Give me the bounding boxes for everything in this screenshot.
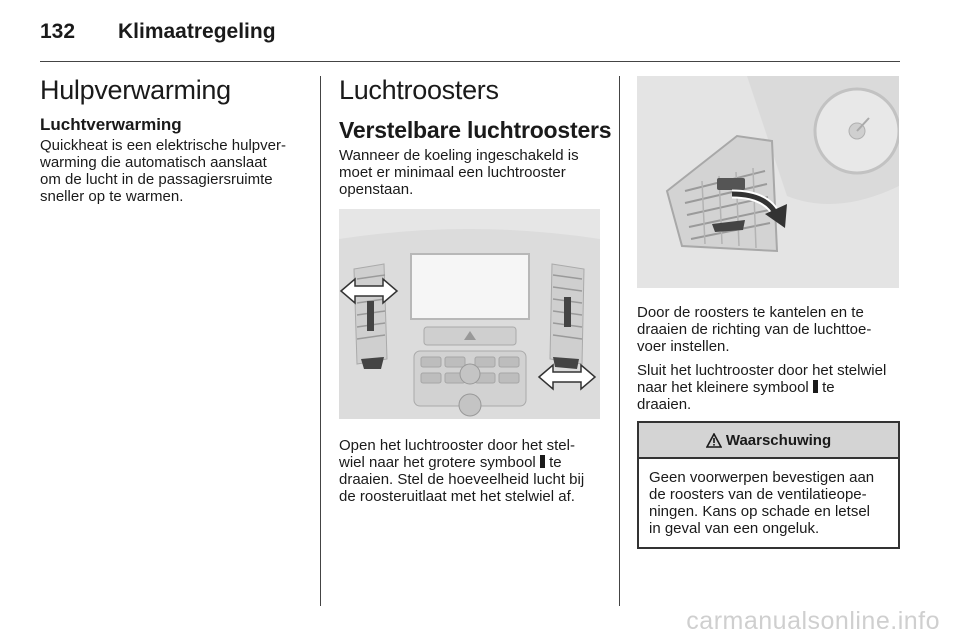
dashboard-vents-illustration xyxy=(339,209,600,419)
warning-title: Waarschuwing xyxy=(725,431,832,449)
warning-box xyxy=(637,421,900,549)
warning-header xyxy=(639,423,898,459)
paragraph-quickheat: Quickheat is een elektrische hulpver- warming die automatisch aanslaat om de lucht in de passagiersruimte sneller op te warmen. xyxy=(40,137,286,205)
paragraph-adjust-direction: Door de roosters te kantelen en te draaien de richting van de luchttoe- voer instellen. xyxy=(637,304,872,355)
side-vent-illustration xyxy=(637,76,899,288)
page-number: 132 xyxy=(40,20,76,43)
close-text-start: Sluit het luchtrooster door het stelwiel naar het kleinere symbool xyxy=(637,362,887,396)
paragraph-intro: Wanneer de koeling ingeschakeld is moet er minimaal een luchtrooster openstaan. xyxy=(339,147,579,198)
watermark: carmanualsonline.info xyxy=(686,607,940,635)
warning-triangle-icon xyxy=(706,433,722,448)
caption-text-start: Open het luchtrooster door het stel- wiel naar het grotere symbool xyxy=(339,437,575,471)
subsection-title-verstelbare-luchtroosters: Verstelbare luchtroosters xyxy=(339,117,612,143)
subsection-title-luchtverwarming: Luchtverwarming xyxy=(40,115,182,134)
header-divider xyxy=(40,61,900,62)
caption-text-end: te draaien. Stel de hoeveelheid lucht bij de roosteruitlaat met het stelwiel af. xyxy=(339,454,585,505)
side-vent-figure xyxy=(637,76,899,288)
paragraph-close-vent xyxy=(637,362,917,413)
column-divider-1 xyxy=(320,76,321,606)
close-text-end: te draaien. xyxy=(637,379,835,413)
column-divider-2 xyxy=(619,76,620,606)
section-title-luchtroosters: Luchtroosters xyxy=(339,75,499,105)
page-title: Klimaatregeling xyxy=(118,20,276,43)
dashboard-vents-figure xyxy=(339,209,600,419)
warning-text: Geen voorwerpen bevestigen aan de roosters van de ventilatieope- ningen. Kans op schade en letsel in geval van een ongeluk. xyxy=(649,469,875,537)
caption-open-vent xyxy=(339,437,609,505)
section-title-hulpverwarming: Hulpverwarming xyxy=(40,75,231,105)
